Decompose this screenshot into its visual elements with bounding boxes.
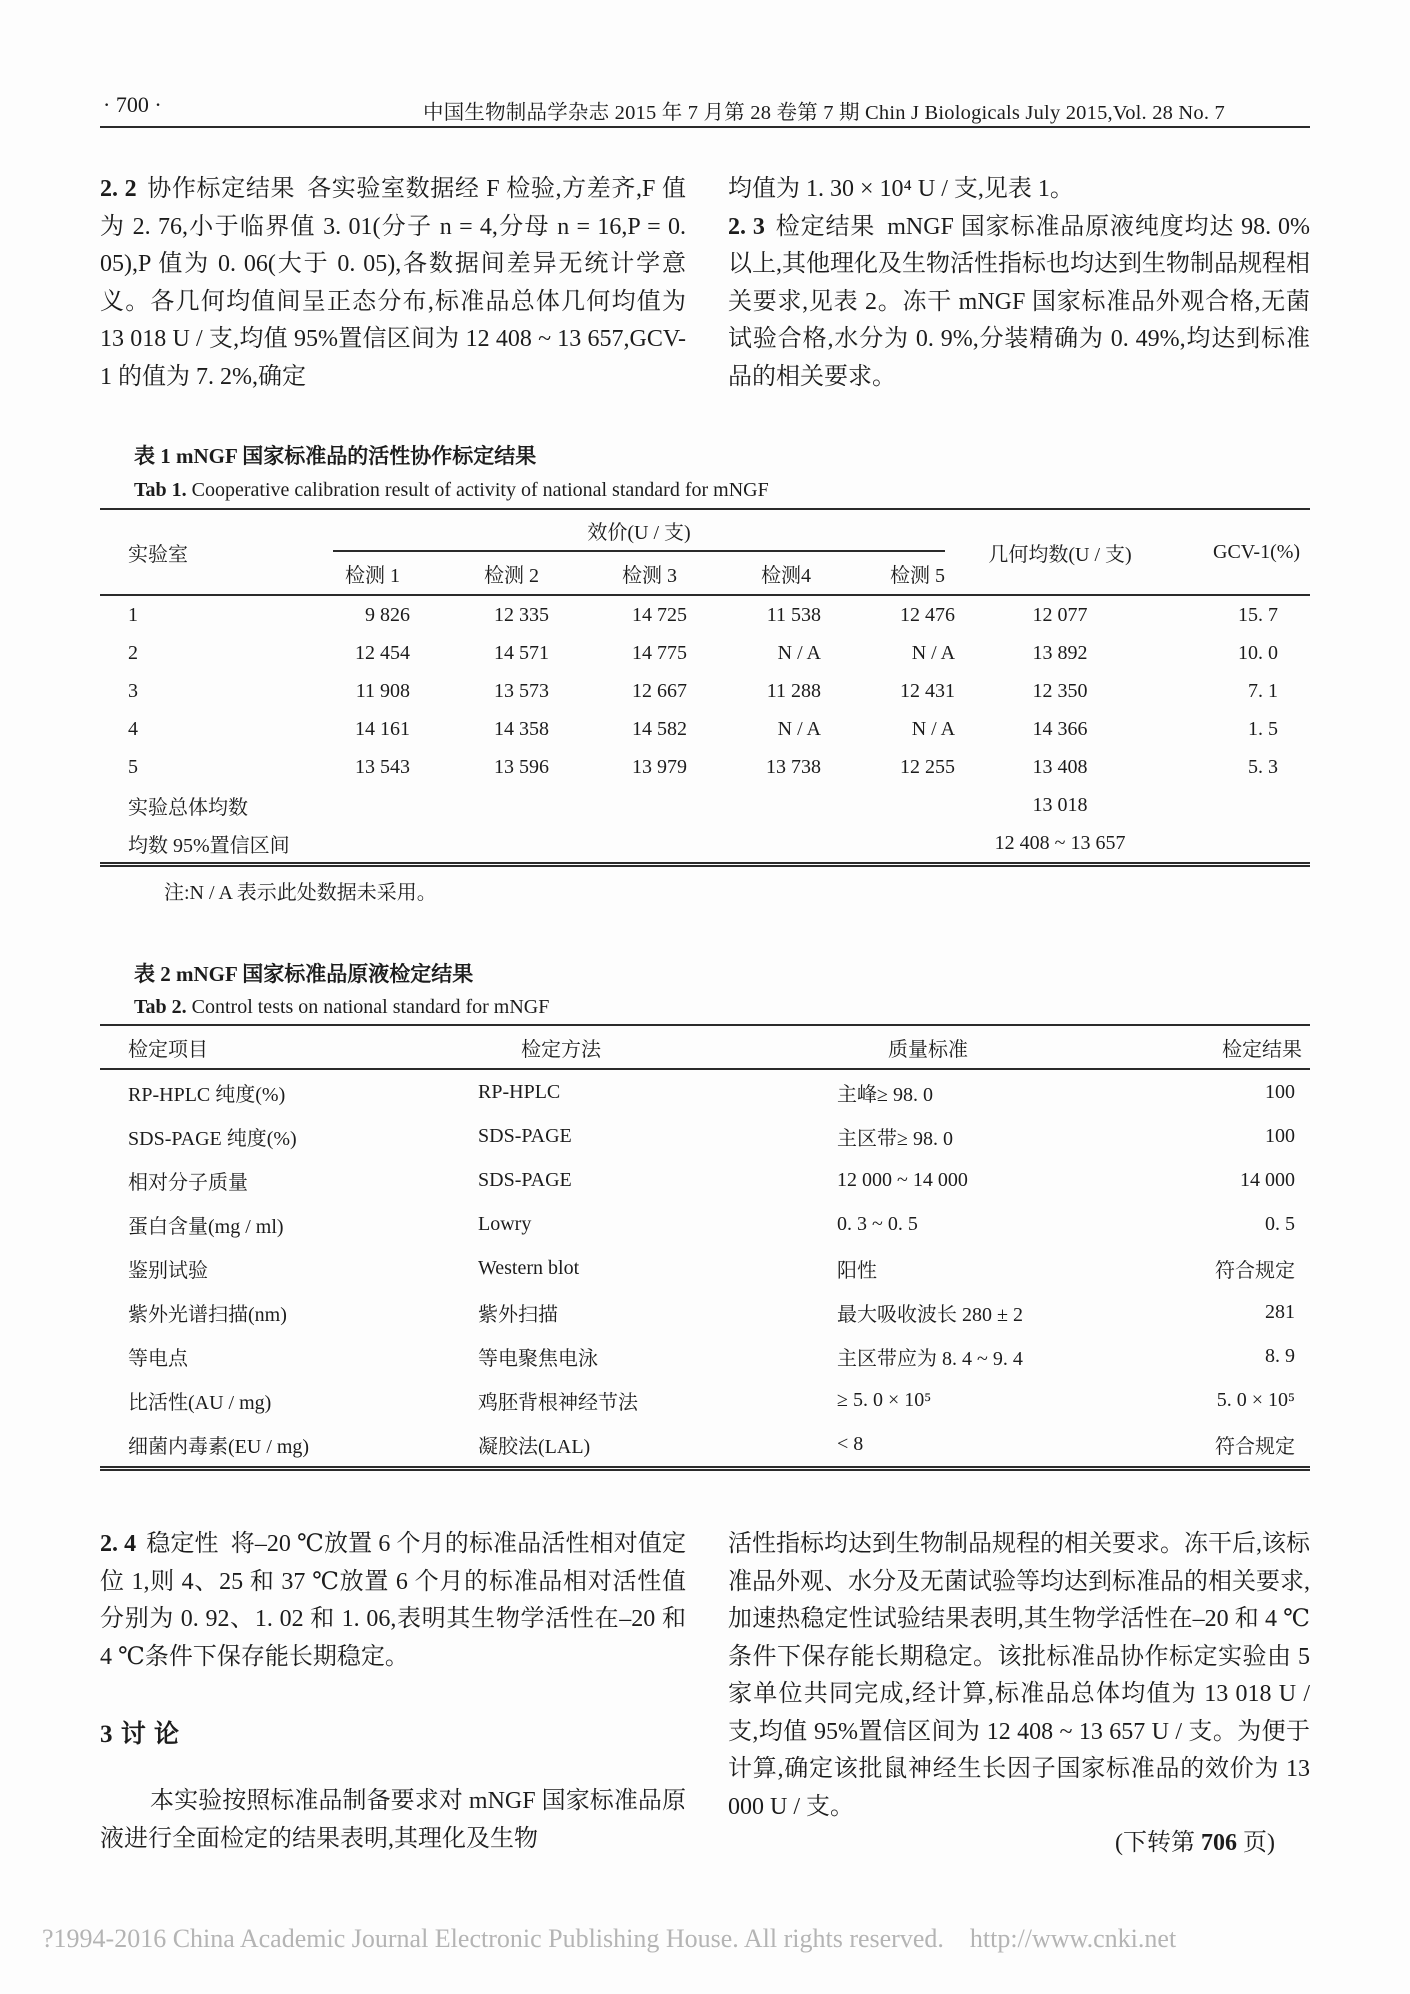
cell-result: 符合规定: [1215, 1259, 1295, 1282]
section-body: 各实验室数据经 F 检验,方差齐,F 值为 2. 76,小于临界值 3. 01(分子 n = 4,分母 n = 16,P = 0. 05),P 值为 0. 06(大于 0. 05),各数据间差异无统计学意义。各几何均值间呈正态分布,标准品总体几何均值为 13 018 U / 支,均值 95%置信区间为 12 408 ~ 13 657,GCV-1 的值为 7. 2%,确定: [100, 176, 687, 390]
cell-test: 14 571: [494, 641, 549, 664]
column-right-bottom: [728, 1526, 1310, 1858]
ci-value: 12 408 ~ 13 657: [955, 824, 1165, 865]
cell-result: 100: [1265, 1080, 1295, 1103]
cell-item: SDS-PAGE 纯度(%): [128, 1127, 297, 1150]
cell-test: 13 979: [632, 755, 687, 778]
cell-result: 符合规定: [1110, 1422, 1310, 1469]
cell-result: 14 000: [1240, 1168, 1295, 1191]
table-row: [100, 710, 1310, 748]
cell-test: 14 582: [632, 717, 687, 740]
table-row: [100, 595, 1310, 634]
cell-test: 13 573: [494, 679, 549, 702]
cell-gcv: 7. 1: [1248, 679, 1279, 702]
cell-lab: 4: [128, 717, 138, 740]
col-header-geomean: 几何均数(U / 支): [955, 509, 1165, 595]
cell-test: 11 288: [766, 679, 821, 702]
cell-test: 12 255: [900, 755, 956, 778]
cell-method: 等电聚焦电泳: [478, 1347, 598, 1370]
total-value: 13 018: [1032, 793, 1088, 816]
discussion-heading: 3 讨 论: [100, 1721, 181, 1748]
cell-result: 0. 5: [1265, 1212, 1295, 1235]
column-right-top: [728, 171, 1310, 396]
table-1-caption-label: Tab 1.: [134, 479, 187, 501]
col-header-test-1: 检测 1: [273, 552, 410, 595]
cell-gcv: 15. 7: [1238, 603, 1279, 626]
cell-test: 13 738: [766, 755, 821, 778]
cell-method: 紫外扫描: [478, 1303, 558, 1326]
table-2-title-cn: 表 2 mNGF 国家标准品原液检定结果: [134, 962, 474, 986]
table-row: [100, 1334, 1310, 1378]
col-header-method: 检定方法: [478, 1025, 837, 1069]
turn-page-number: 706: [1201, 1830, 1237, 1856]
col-header-standard: 质量标准: [837, 1025, 1110, 1069]
turn-page-note: (下转第 706 页): [1115, 1830, 1275, 1856]
cell-standard: 最大吸收波长 280 ± 2: [837, 1303, 1023, 1326]
cell-lab: 1: [128, 603, 138, 626]
cell-gcv: 5. 3: [1248, 755, 1279, 778]
cell-test: 11 908: [355, 679, 410, 702]
cell-test: 14 775: [632, 641, 687, 664]
table-row: [100, 1378, 1310, 1422]
cell-lab: 2: [128, 641, 138, 664]
table-2-caption-en: [100, 995, 1310, 1019]
cell-test: 14 161: [355, 717, 410, 740]
col-header-test-3: 检测 3: [549, 552, 687, 595]
ci-label: 均数 95%置信区间: [100, 824, 955, 865]
section-2-2: [100, 171, 686, 396]
cell-gcv: 10. 0: [1238, 641, 1279, 664]
table-row: [100, 1158, 1310, 1202]
table-1-block: [100, 444, 1310, 905]
table-row: [100, 634, 1310, 672]
section-title: 稳定性: [146, 1531, 219, 1557]
col-header-gcv: GCV-1(%): [1165, 509, 1310, 595]
table-row: [100, 1202, 1310, 1246]
table-row: [100, 672, 1310, 710]
cell-standard: 0. 3 ~ 0. 5: [837, 1212, 918, 1235]
section-body: mNGF 国家标准品原液纯度均达 98. 0%以上,其他理化及生物活性指标也均达到生物制品规程相关要求,见表 2。冻干 mNGF 国家标准品外观合格,无菌试验合格,水分为 0. 9%,分装精确为 0. 49%,均达到标准品的相关要求。: [728, 213, 1311, 390]
table-2: [100, 1024, 1310, 1471]
cell-item: 等电点: [128, 1347, 188, 1370]
cell-test: N / A: [911, 717, 956, 740]
cell-standard: < 8: [837, 1422, 1110, 1469]
cell-test: 9 826: [365, 603, 410, 626]
cell-geomean: 12 077: [1032, 603, 1088, 626]
section-2-3: [728, 209, 1310, 397]
table-row: [100, 1114, 1310, 1158]
section-2-2-continuation: 均值为 1. 30 × 10⁴ U / 支,见表 1。: [728, 176, 1074, 202]
table-row: [100, 1246, 1310, 1290]
cell-standard: 主区带应为 8. 4 ~ 9. 4: [837, 1347, 1023, 1370]
cell-result: 8. 9: [1265, 1344, 1295, 1367]
copyright-footer: ?1994-2016 China Academic Journal Electronic Publishing House. All rights reserved. http://www.cnki.net: [42, 1924, 1177, 1953]
cell-item: 相对分子质量: [128, 1171, 248, 1194]
table-1-note: 注:N / A 表示此处数据未采用。: [164, 882, 437, 904]
table-row: [100, 1290, 1310, 1334]
cell-item: RP-HPLC 纯度(%): [128, 1083, 286, 1106]
cell-item: 紫外光谱扫描(nm): [128, 1303, 287, 1326]
section-title: 协作标定结果: [146, 176, 296, 202]
column-left-bottom: [100, 1526, 686, 1858]
cell-method: 凝胶法(LAL): [478, 1422, 837, 1469]
table-total-row: [100, 786, 1310, 824]
cell-geomean: 12 350: [1032, 679, 1088, 702]
cell-test: N / A: [911, 641, 956, 664]
table-row: [100, 748, 1310, 786]
table-row: [100, 1069, 1310, 1114]
section-number: 2. 4: [100, 1531, 137, 1557]
cell-test: 12 667: [632, 679, 687, 702]
cell-test: 12 454: [355, 641, 410, 664]
cell-lab: 5: [128, 755, 138, 778]
journal-header: 中国生物制品学杂志 2015 年 7 月第 28 卷第 7 期 Chin J Biologicals July 2015,Vol. 28 No. 7: [423, 102, 1225, 124]
cell-result: 281: [1265, 1300, 1295, 1323]
cell-method: SDS-PAGE: [478, 1124, 572, 1147]
cell-item: 细菌内毒素(EU / mg): [100, 1422, 478, 1469]
cell-item: 鉴别试验: [128, 1259, 208, 1282]
table-1-caption-text: Cooperative calibration result of activity of national standard for mNGF: [186, 479, 769, 501]
cell-test: 12 335: [494, 603, 549, 626]
section-title: 检定结果: [774, 213, 876, 240]
section-number: 2. 3: [728, 213, 765, 240]
cell-method: RP-HPLC: [478, 1080, 561, 1103]
table-1: [100, 508, 1310, 867]
cell-standard: ≥ 5. 0 × 10⁵: [837, 1388, 932, 1411]
col-header-potency: 效价(U / 支): [273, 509, 955, 552]
table-ci-row: [100, 824, 1310, 865]
section-number: 2. 2: [100, 176, 137, 202]
cell-test: 13 596: [494, 755, 549, 778]
page-number: · 700 ·: [103, 92, 162, 117]
cell-result: 100: [1265, 1124, 1295, 1147]
cell-lab: 3: [128, 679, 138, 702]
column-left-top: [100, 171, 686, 396]
table-2-caption-label: Tab 2.: [134, 996, 187, 1018]
cell-test: N / A: [777, 717, 821, 740]
col-header-result: 检定结果: [1110, 1025, 1310, 1069]
cell-item: 比活性(AU / mg): [128, 1391, 272, 1414]
discussion-continuation: 活性指标均达到生物制品规程的相关要求。冻干后,该标准品外观、水分及无菌试验等均达到标准品的相关要求,加速热稳定性试验结果表明,其生物学活性在–20 和 4 ℃条件下保存能长期稳定。该批标准品协作标定实验由 5 家单位共同完成,经计算,标准品总体均值为 13 018 U / 支,均值 95%置信区间为 12 408 ~ 13 657 U / 支。为便于计算,确定该批鼠神经生长因子国家标准品的效价为 13 000 U / 支。: [728, 1531, 1310, 1820]
col-header-lab: 实验室: [100, 509, 273, 595]
cell-test: 14 725: [632, 603, 687, 626]
col-header-test-5: 检测 5: [821, 552, 955, 595]
cell-geomean: 13 408: [1032, 755, 1088, 778]
cell-result: 5. 0 × 10⁵: [1216, 1388, 1295, 1411]
cell-method: SDS-PAGE: [478, 1168, 572, 1191]
cell-method: Western blot: [478, 1256, 580, 1279]
cell-test: 11 538: [766, 603, 821, 626]
cell-method: Lowry: [478, 1212, 532, 1235]
col-header-item: 检定项目: [100, 1025, 478, 1069]
cell-standard: 12 000 ~ 14 000: [837, 1168, 968, 1191]
col-header-test-2: 检测 2: [410, 552, 549, 595]
cell-test: 14 358: [494, 717, 549, 740]
discussion-paragraph: 本实验按照标准品制备要求对 mNGF 国家标准品原液进行全面检定的结果表明,其理化及生物: [100, 1788, 686, 1852]
cell-geomean: 14 366: [1032, 717, 1088, 740]
cell-standard: 阳性: [837, 1259, 877, 1282]
cell-method: 鸡胚背根神经节法: [478, 1391, 638, 1414]
header-rule: [100, 126, 1310, 128]
total-label: 实验总体均数: [128, 796, 248, 819]
table-2-block: [100, 962, 1310, 1471]
col-header-test-4: 检测4: [687, 552, 821, 595]
table-row: [100, 1422, 1310, 1469]
cell-test: 12 431: [900, 679, 956, 702]
cell-item: 蛋白含量(mg / ml): [128, 1215, 284, 1238]
section-2-4: [100, 1526, 686, 1676]
cell-test: 12 476: [900, 603, 956, 626]
cell-test: 13 543: [355, 755, 410, 778]
table-1-caption-en: [100, 478, 1310, 502]
cell-gcv: 1. 5: [1248, 717, 1279, 740]
cell-standard: 主峰≥ 98. 0: [837, 1083, 933, 1106]
cell-standard: 主区带≥ 98. 0: [837, 1127, 953, 1150]
cell-test: N / A: [777, 641, 821, 664]
section-body: 将–20 ℃放置 6 个月的标准品活性相对值定位 1,则 4、25 和 37 ℃放置 6 个月的标准品相对活性值分别为 0. 92、1. 02 和 1. 06,表明其生物学活性在–20 和 4 ℃条件下保存能长期稳定。: [100, 1531, 686, 1670]
cell-geomean: 13 892: [1032, 641, 1088, 664]
table-1-title-cn: 表 1 mNGF 国家标准品的活性协作标定结果: [134, 444, 537, 468]
table-2-caption-text: Control tests on national standard for mNGF: [186, 996, 550, 1018]
